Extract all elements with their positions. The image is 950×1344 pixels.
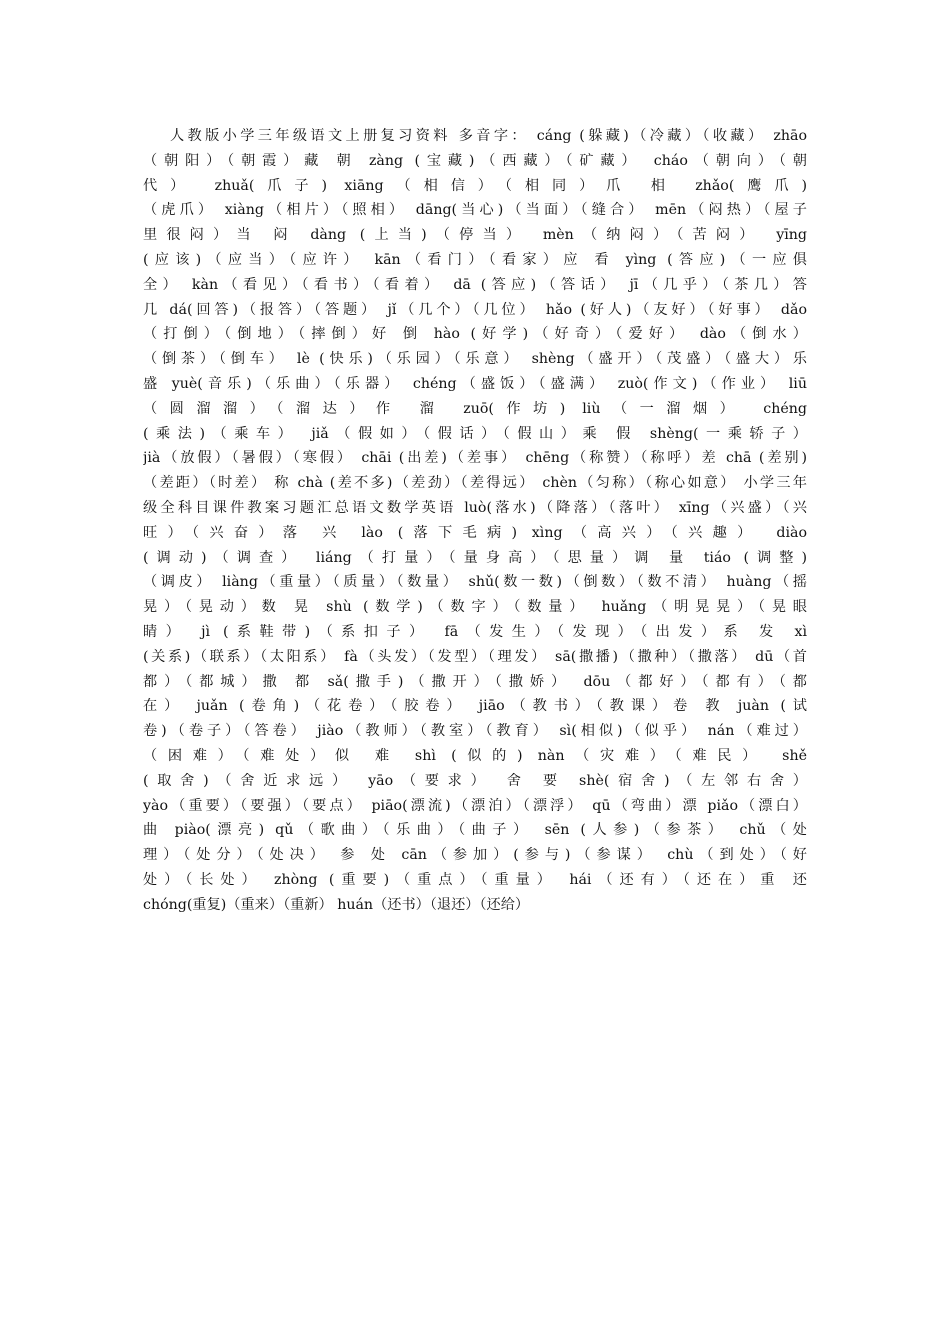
text-line: （朝阳）（朝霞）藏 朝 zàng (宝藏)（西藏）（矿藏） cháo（朝向）（朝 bbox=[143, 152, 807, 169]
document-body bbox=[143, 124, 807, 918]
text-line: 卷)（卷子）（答卷） jiào（教师）（教室）（教育） sì(相似)（似乎） nán（难过） bbox=[143, 723, 807, 740]
text-line: 处）（长处） zhòng (重要)（重点）（重量） hái（还有）（还在）重 还 bbox=[143, 871, 807, 888]
text-line: yào（重要）（要强）（要点） piāo(漂流)（漂泊）（漂浮） qū（弯曲）漂 piǎo（漂白） bbox=[143, 797, 807, 814]
text-line: jià（放假）（暑假）（寒假） chāi (出差)（差事） chēng（称赞）（称呼）差 chā (差别) bbox=[143, 450, 807, 467]
text-line: （调皮） liàng（重量）（质量）（数量） shǔ(数一数)（倒数）（数不清） huàng（摇 bbox=[143, 574, 807, 591]
text-line: 晃）（晃动）数 晃 shù (数学)（数字）（数量） huǎng（明晃晃）（晃眼 bbox=[143, 599, 807, 616]
text-line: (乘法)（乘车） jiǎ（假如）（假话）（假山）乘 假 shèng(一乘轿子） bbox=[143, 425, 807, 442]
text-line: （倒茶）（倒车） lè (快乐)（乐园）（乐意） shèng（盛开）（茂盛）（盛大）乐 bbox=[143, 351, 807, 368]
text-line: (关系)（联系）（太阳系） fà（头发）（发型）（理发） sā(撒播)（撒种）（撒落） dū（首 bbox=[143, 648, 807, 665]
text-line: 代） zhuǎ(爪子) xiāng（相信）（相同）爪 相 zhǎo(鹰爪) bbox=[143, 177, 807, 194]
text-line: (取舍)（舍近求远） yāo（要求） 舍 要 shè(宿舍)（左邻右舍） bbox=[143, 772, 807, 789]
text-line: (调动)（调查） liáng（打量）（量身高）（思量）调 量 tiáo (调整) bbox=[143, 549, 807, 566]
text-line: chóng(重复)（重来）（重新） huán（还书）（退还）（还给） bbox=[143, 896, 530, 913]
text-line: （虎爪） xiàng（相片）（照相） dāng(当心)（当面）（缝合） mēn（闷热）（屋子 bbox=[143, 202, 807, 219]
text-line: 全） kàn（看见）（看书）（看着） dā (答应)（答话） jī（几乎）（茶几）答 bbox=[143, 276, 807, 293]
text-line: 旺）（兴奋）落 兴 lào (落下毛病) xìng（高兴）（兴趣） diào bbox=[143, 524, 807, 541]
text-line: 盛 yuè(音乐)（乐曲）（乐器） chéng（盛饭）（盛满） zuò(作文)（作业） liū bbox=[143, 375, 807, 392]
text-line: （圆溜溜）（溜达）作 溜 zuō(作坊) liù（一溜烟） chéng bbox=[143, 400, 807, 417]
text-line: 都）（都城）撒 都 sǎ(撒手)（撒开）（撒娇） dōu（都好）（都有）（都 bbox=[143, 673, 807, 690]
text-line: 人教版小学三年级语文上册复习资料 多音字： cáng (躲藏)（冷藏）（收藏） zhāo bbox=[170, 128, 807, 144]
text-line: 几 dá(回答)（报答）（答题） jǐ（几个）（几位） hǎo (好人)（友好）（好事） dǎo bbox=[143, 301, 807, 318]
text-line: （困难）（难处）似 难 shì (似的) nàn（灾难）（难民） shě bbox=[143, 747, 807, 764]
text-line: （差距）（时差） 称 chà (差不多)（差劲）（差得远） chèn（匀称）（称心如意） 小学三年 bbox=[143, 475, 807, 492]
text-line: 睛） jì (系鞋带)（系扣子） fā（发生）（发现）（出发）系 发 xì bbox=[143, 623, 807, 640]
text-line: 曲 piào(漂亮) qǔ（歌曲）（乐曲）（曲子） sēn (人参)（参茶） chǔ（处 bbox=[143, 822, 807, 839]
text-line: 在） juǎn (卷角)（花卷）（胶卷） jiāo（教书）（教课）卷 教 juàn (试 bbox=[143, 698, 807, 715]
text-line: (应该)（应当）（应许） kān（看门）（看家）应 看 yìng (答应)（一应俱 bbox=[143, 251, 807, 268]
text-line: 里很闷）当 闷 dàng (上当)（停当） mèn（纳闷）（苦闷） yīng bbox=[143, 227, 807, 244]
text-line: （打倒）（倒地）（摔倒）好 倒 hào (好学)（好奇）（爱好） dào（倒水） bbox=[143, 326, 807, 343]
text-line: 理）（处分）（处决） 参 处 cān（参加）(参与)（参谋） chù（到处）（好 bbox=[143, 847, 807, 864]
text-line: 级全科目课件教案习题汇总语文数学英语 luò(落水)（降落）（落叶） xīng（兴盛）（兴 bbox=[143, 499, 807, 516]
